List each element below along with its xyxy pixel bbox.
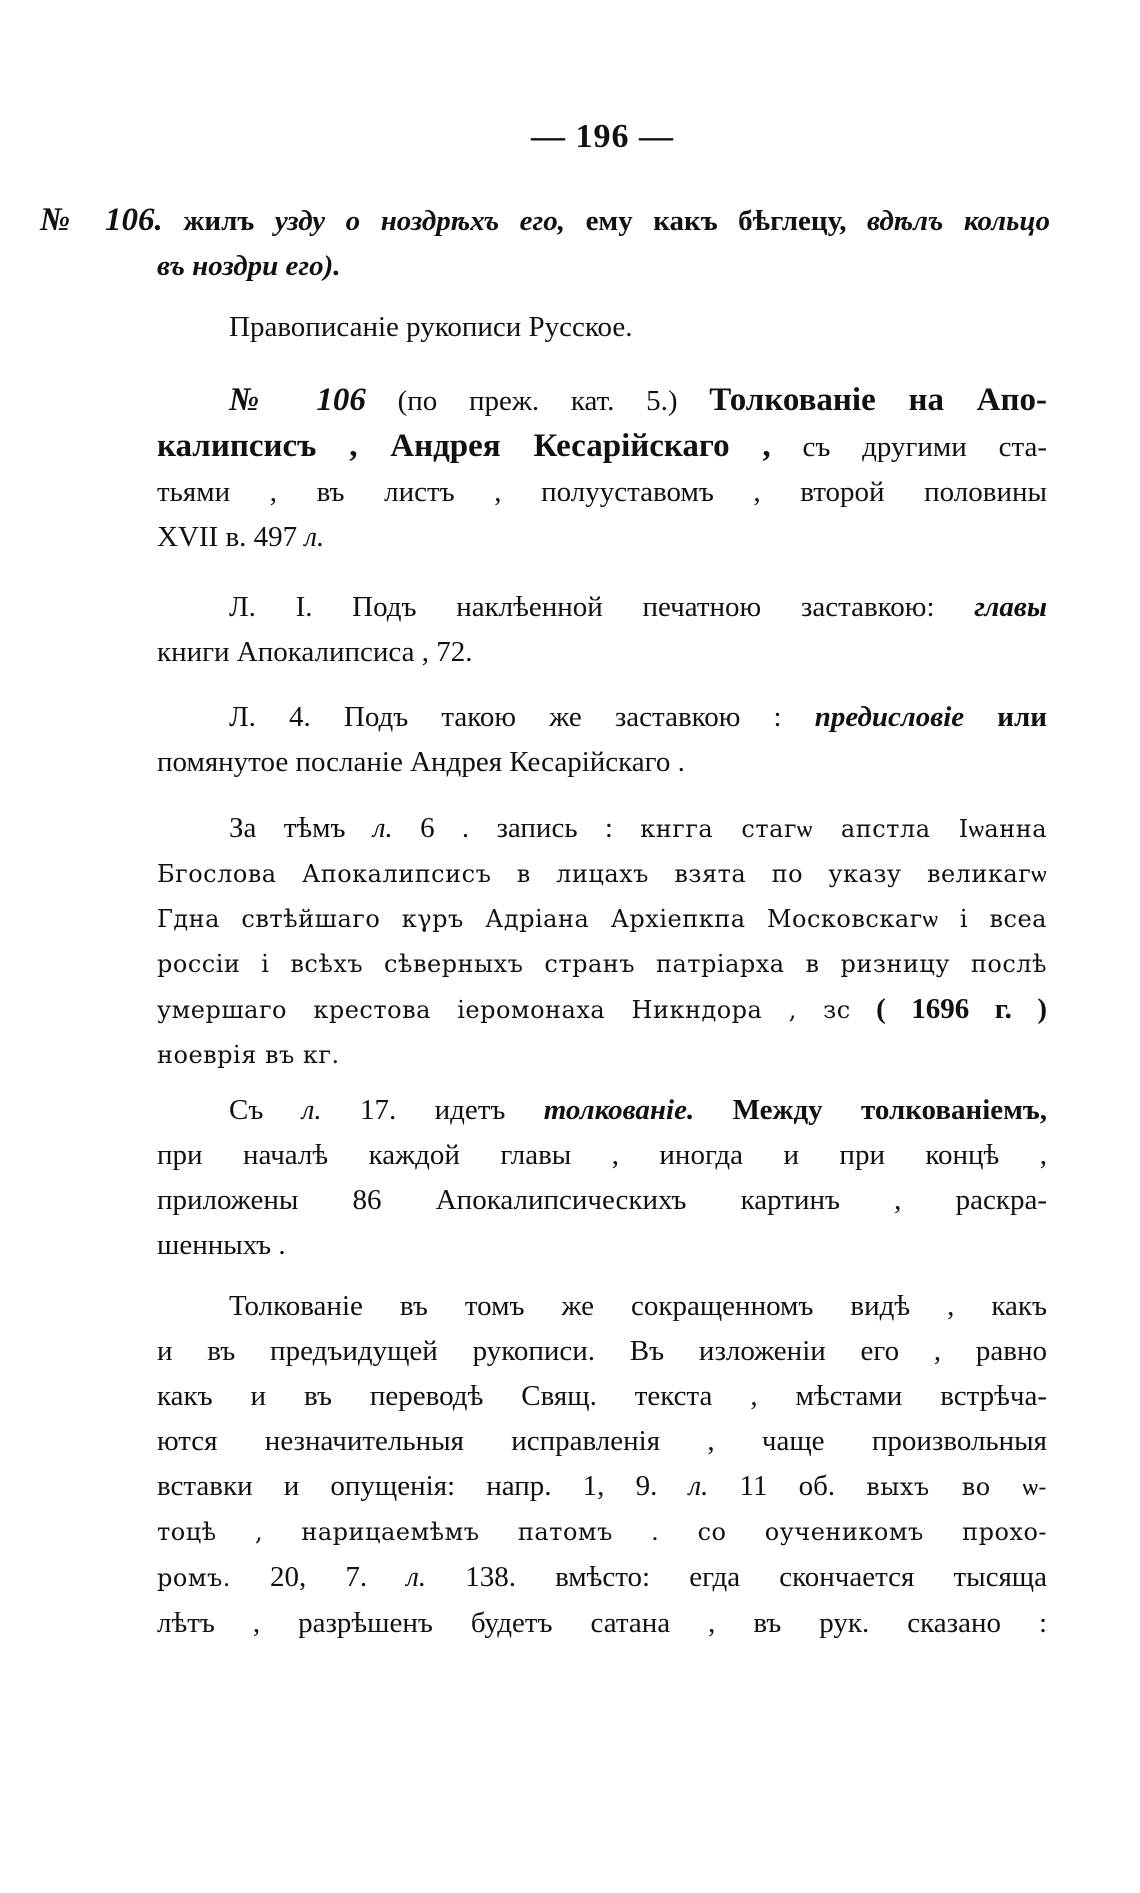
text-line: и въ предъидущей рукописи. Въ изложеніи его , равно — [157, 1335, 1047, 1367]
leaf-1-paragraph — [157, 585, 1047, 675]
slavonic-text: выхъ во ѡ- — [866, 1473, 1048, 1501]
text-line: приложены 86 Апокалипсическихъ картинъ , раскра- — [157, 1184, 1047, 1216]
abridgement-paragraph — [157, 1284, 1047, 1646]
entry-continuation — [40, 198, 1050, 289]
slavonic-text: россіи і всѣхъ сѣверныхъ странъ патріарха в ризницу послѣ — [157, 950, 1047, 978]
text-line: № 106. жилъ узду о ноздрѣхъ его, ему какъ бѣглецу, вдѣлъ кольцо — [40, 202, 1050, 238]
text-line: помянутое посланіе Андрея Кесарійскаго . — [157, 746, 685, 778]
text-line: Толкованіе въ томъ же сокращенномъ видѣ , какъ — [229, 1290, 1047, 1322]
text-line: шенныхъ . — [157, 1229, 286, 1261]
text-line: ромъ. 20, 7. л. 138. вмѣсто: егда скончается тысяща — [157, 1561, 1048, 1593]
entry-number: № 106 — [229, 382, 366, 418]
text-line: № 106 (по преж. кат. 5.) Толкованіе на Апо- — [229, 382, 1048, 418]
text-line: вставки и опущенія: напр. 1, 9. л. 11 об. выхъ во ѡ- — [157, 1470, 1048, 1502]
text-line: калипсисъ , Андрея Кесарійскаго , съ другими ста- — [157, 428, 1048, 464]
text-line: умершаго крестова іеромонаха Никндора , зс ( 1696 г. ) — [157, 993, 1047, 1025]
inscription-paragraph — [157, 806, 1047, 1078]
slavonic-text: ноеврія въ кг. — [157, 1041, 340, 1069]
entry-title: Толкованіе на Апо- — [709, 382, 1048, 418]
text-line: въ ноздри его). — [157, 250, 341, 282]
entry-number: № 106. — [40, 202, 163, 238]
text-line: при началѣ каждой главы , иногда и при концѣ , — [157, 1139, 1047, 1171]
text-line: Съ л. 17. идетъ толкованіе. Между толкованіемъ, — [229, 1094, 1048, 1126]
text-line: XVII в. 497 л. — [157, 521, 325, 553]
page-number: — 196 — — [531, 118, 674, 155]
orthography-note: Правописаніе рукописи Русское. — [229, 311, 633, 343]
text-line: какъ и въ переводѣ Свящ. текста , мѣстами встрѣча- — [157, 1380, 1047, 1412]
text-line: книги Апокалипсиса , 72. — [157, 636, 473, 668]
slavonic-text: тоцѣ , нарицаемѣмъ патомъ . со оученикомъ прохо- — [157, 1518, 1047, 1546]
leaf-4-paragraph — [157, 695, 1047, 785]
text-line: Л. 4. Подъ такою же заставкою : предисловіе или — [229, 701, 1047, 733]
text-line: лѣтъ , разрѣшенъ будетъ сатана , въ рук. сказано : — [157, 1607, 1047, 1639]
text-line: ются незначительныя исправленія , чаще произвольныя — [157, 1425, 1047, 1457]
slavonic-text: кнгга стагѡ апстла Іѡанна — [640, 815, 1048, 843]
text-line: За тѣмъ л. 6 . запись : кнгга стагѡ апстла Іѡанна — [229, 812, 1048, 844]
text-line: тьями , въ листъ , полууставомъ , второй половины — [157, 476, 1047, 508]
text-line: Л. I. Подъ наклѣенной печатною заставкою: главы — [229, 591, 1047, 623]
commentary-paragraph — [157, 1088, 1047, 1268]
entry-106 — [157, 378, 1047, 560]
slavonic-text: Гдна свтѣйшаго кγръ Адріана Архіепкпа Московскагѡ і всеа — [157, 905, 1047, 933]
slavonic-text: Бгослова Апокалипсисъ в лицахъ взята по указу великагѡ — [157, 860, 1047, 888]
